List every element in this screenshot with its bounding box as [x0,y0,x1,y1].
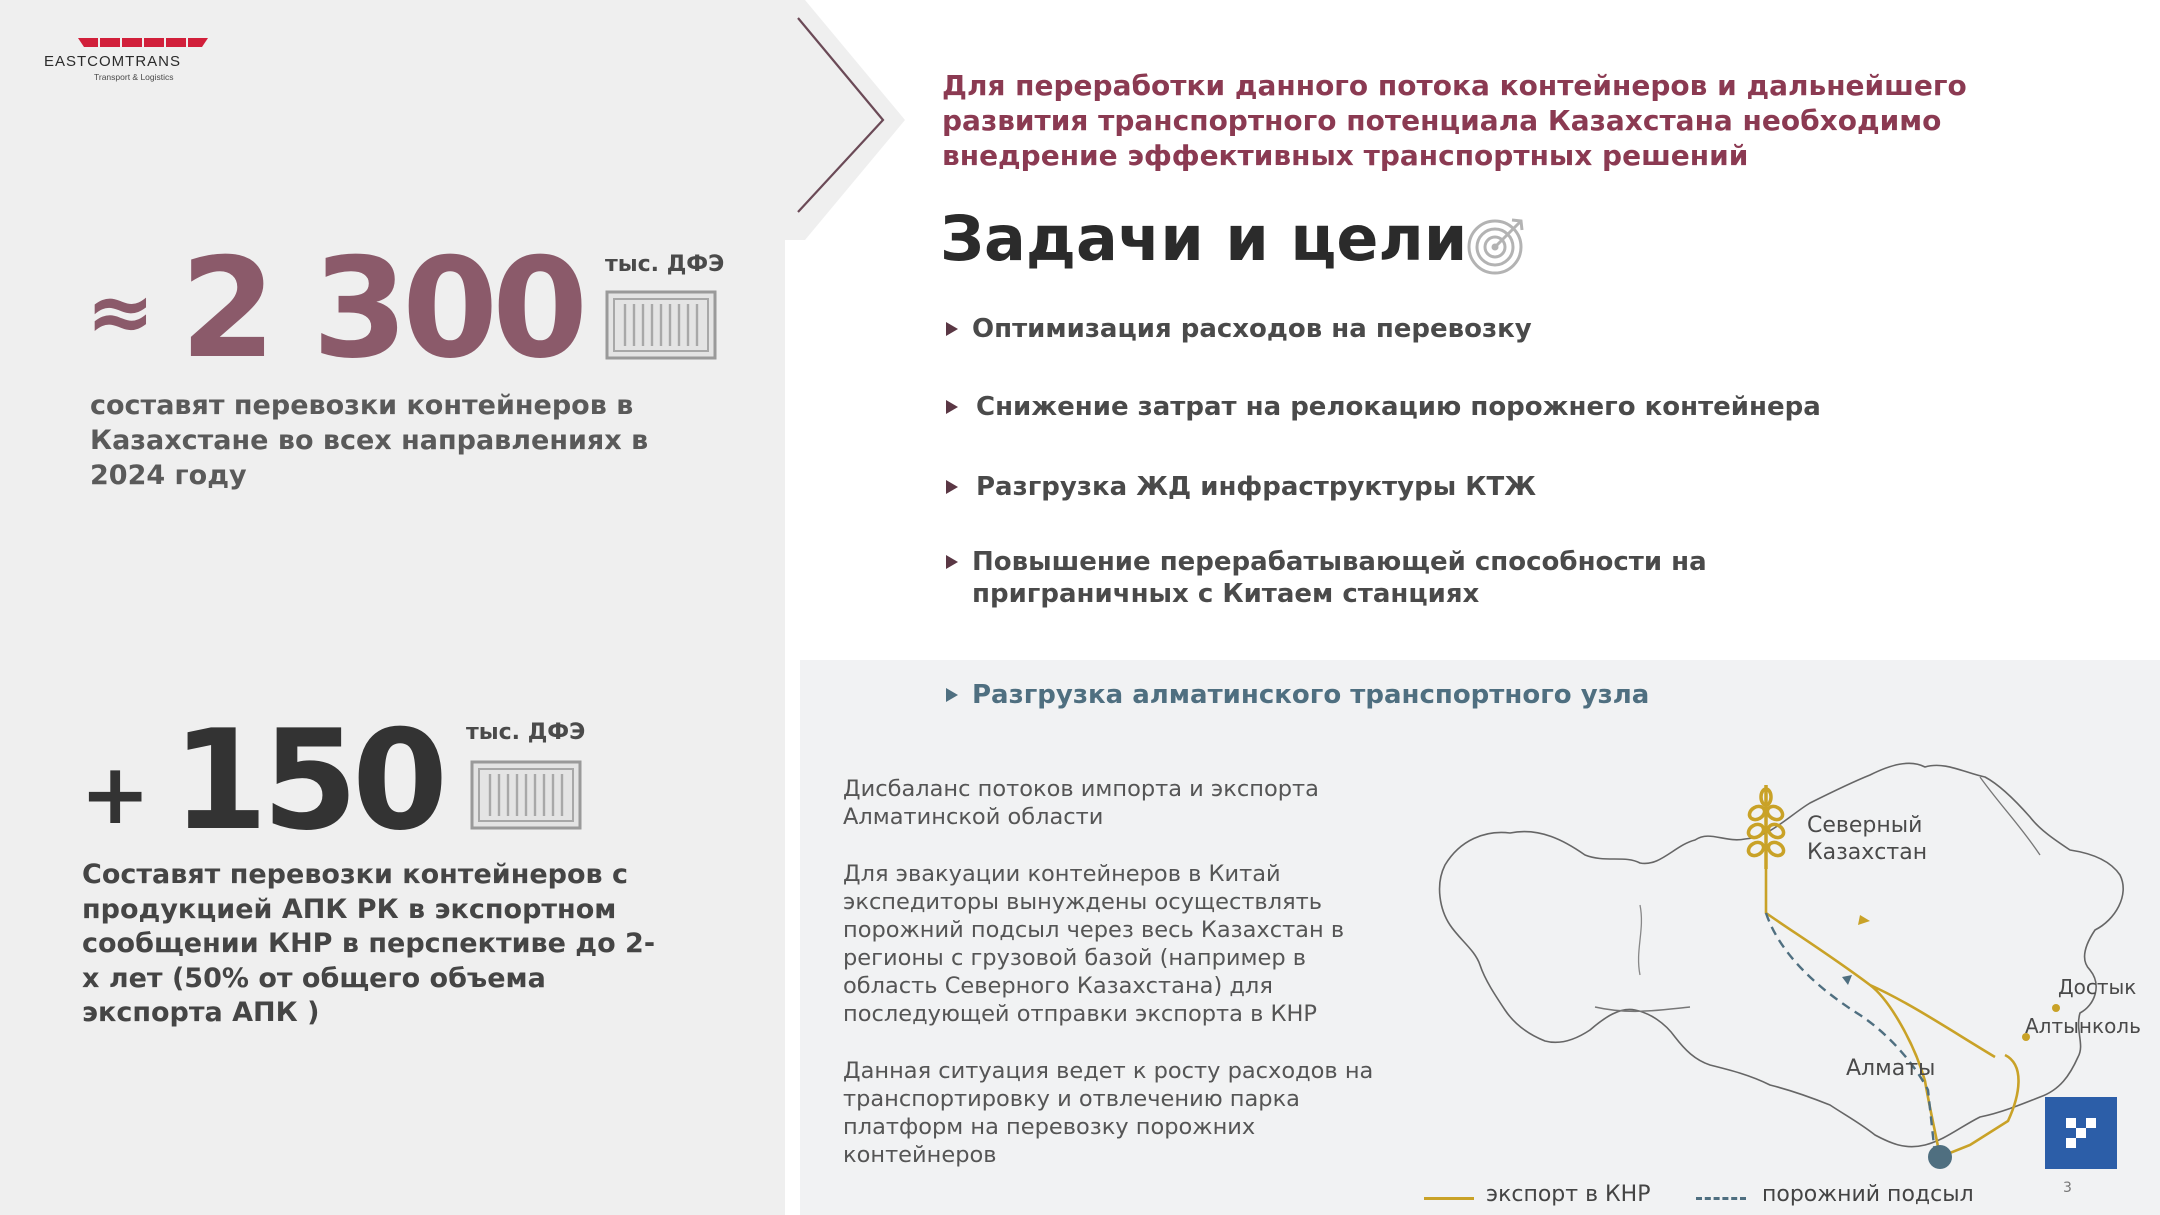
city-label-north: Северный Казахстан [1807,813,1928,865]
goal-item-highlighted: Разгрузка алматинского транспортного узла [946,679,1649,711]
stat1-description: составят перевозки контейнеров в Казахстане во всех направлениях в 2024 году [90,390,649,491]
container-icon [470,760,582,830]
city-label-dostyk: Достык [2058,975,2137,999]
container-icon [605,290,717,360]
stat1-unit: тыс. ДФЭ [605,252,725,277]
city-label-altynkol: Алтынколь [2025,1014,2141,1038]
legend-empty-swatch [1696,1197,1746,1200]
detail-paragraph: Данная ситуация ведет к росту расходов на транспортировку и отвлечению парка платформ на перевозку порожних контейнеров [843,1058,1374,1168]
goal-item: Снижение затрат на релокацию порожнего контейнера [946,391,1821,423]
detail-paragraph: Дисбаланс потоков импорта и экспорта Алматинской области [843,776,1319,830]
triangle-bullet-icon [946,480,958,494]
page-number: 3 [2063,1180,2072,1196]
stat2-description: Составят перевозки контейнеров с продукцией АПК РК в экспортном сообщении КНР в перспективе до 2-х лет (50% от общего объема экспорта АПК ) [82,859,656,1028]
left-panel [0,0,785,1215]
stat1-value: 2 300 [180,228,583,389]
kazakhstan-map [1390,745,2125,1185]
almaty-marker [1928,1145,1952,1169]
map-outline [1440,763,2124,1146]
stat2-prefix: + [80,745,151,843]
target-icon [1466,214,1528,276]
goal-item: Повышение перерабатывающей способности на приграничных с Китаем станциях [946,546,1726,610]
legend-empty-label: порожний подсыл [1762,1182,1974,1207]
triangle-bullet-icon [946,400,958,414]
legend-export-label: экспорт в КНР [1486,1182,1651,1207]
triangle-bullet-icon [946,688,958,702]
logo-tagline: Transport & Logistics [94,72,174,82]
detail-paragraph: Для эвакуации контейнеров в Китай экспедиторы вынуждены осуществлять порожний подсыл через весь Казахстан в регионы с грузовой базой (например в область Северного Казахстана) для последующей отправки экспорта в КНР [843,861,1345,1027]
stat2-value: 150 [172,700,443,861]
triangle-bullet-icon [946,555,958,569]
stat2-unit: тыс. ДФЭ [466,720,586,745]
corner-widget-button[interactable] [2045,1097,2117,1169]
city-label-almaty: Алматы [1846,1056,1936,1081]
app-logo-icon [2045,1097,2117,1169]
legend-export-swatch [1424,1197,1474,1200]
headline: Для переработки данного потока контейнеров и дальнейшего развития транспортного потенциала Казахстана необходимо внедрение эффективных транспортных решений [942,69,1967,172]
tasks-title: Задачи и цели [940,202,1468,275]
triangle-bullet-icon [946,322,958,336]
stat1-prefix: ≈ [86,265,155,360]
goal-item: Разгрузка ЖД инфраструктуры КТЖ [946,471,1536,503]
wheat-icon [1746,785,1786,869]
chevron-divider [785,0,905,240]
logo [44,38,244,88]
dostyk-marker [2052,1004,2060,1012]
goal-item: Оптимизация расходов на перевозку [946,313,1532,345]
logo-mark-icon [78,38,208,47]
logo-name: EASTCOMTRANS [44,53,182,70]
